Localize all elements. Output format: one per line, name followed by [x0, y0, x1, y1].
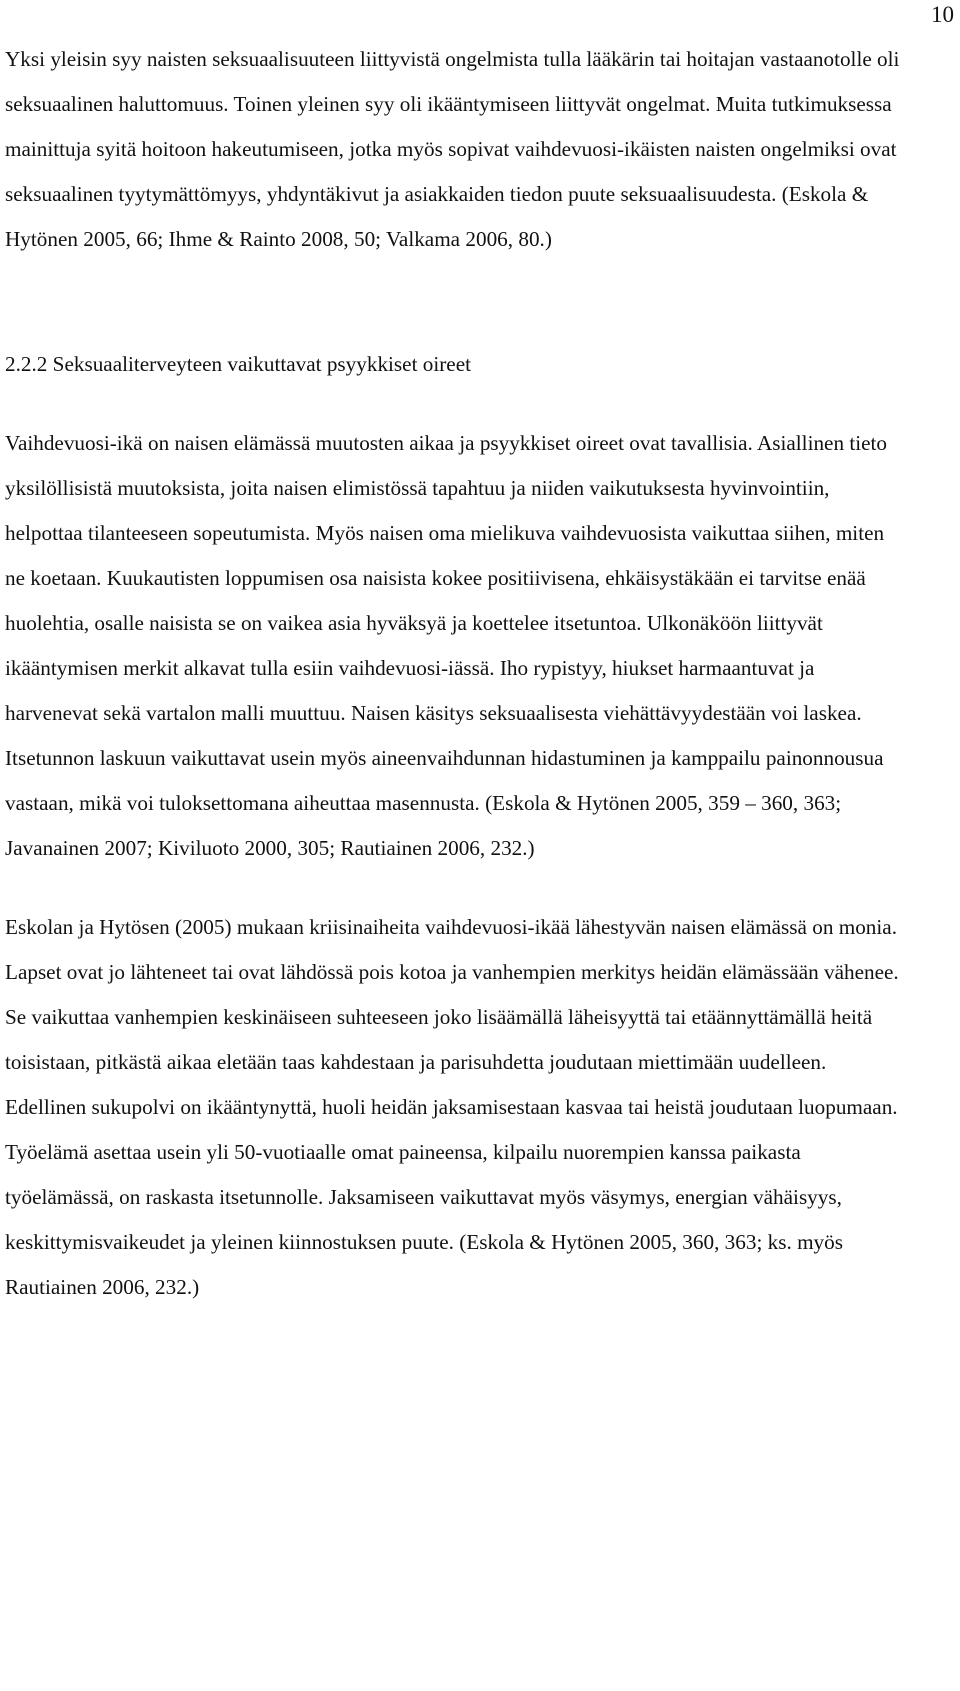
heading-spacer — [5, 387, 905, 421]
paragraph-intro: Yksi yleisin syy naisten seksuaalisuuteen liittyvistä ongelmista tulla lääkärin tai hoitajan vastaanotolle oli seksuaalinen haluttomuus. Toinen yleinen syy oli ikääntymiseen liittyvät ongelmat. Muita tutkimuksessa mainittuja syitä hoitoon hakeutumiseen, jotka myös sopivat vaihdevuosi-ikäisten naisten ongelmiksi ovat seksuaalinen tyytymättömyys, yhdyntäkivut ja asiakkaiden tiedon puute seksuaalisuudesta. (Eskola & Hytönen 2005, 66; Ihme & Rainto 2008, 50; Valkama 2006, 80.) — [5, 47, 900, 251]
document-page — [5, 37, 905, 1310]
section-heading: 2.2.2 Seksuaaliterveyteen vaikuttavat psyykkiset oireet — [5, 352, 471, 376]
page-number: 10 — [931, 2, 954, 27]
paragraph-crises: Eskolan ja Hytösen (2005) mukaan kriisinaiheita vaihdevuosi-ikää lähestyvän naisen elämässä on monia. Lapset ovat jo lähteneet tai ovat lähdössä pois kotoa ja vanhempien merkitys heidän elämässään vähenee. Se vaikuttaa vanhempien keskinäiseen suhteeseen joko lisäämällä läheisyyttä tai etäännyttämällä heitä toisistaan, pitkästä aikaa eletään taas kahdestaan ja parisuhdetta joudutaan miettimään uudelleen. Edellinen sukupolvi on ikääntynyttä, huoli heidän jaksamisestaan kasvaa tai heistä joudutaan luopumaan. Työelämä asettaa usein yli 50-vuotiaalle omat paineensa, kilpailu nuorempien kanssa paikasta työelämässä, on raskasta itsetunnolle. Jaksamiseen vaikuttavat myös väsymys, energian vähäisyys, keskittymisvaikeudet ja yleinen kiinnostuksen puute. (Eskola & Hytönen 2005, 360, 363; ks. myös Rautiainen 2006, 232.) — [5, 915, 899, 1299]
section-spacer — [5, 262, 905, 342]
paragraph-psychological-symptoms: Vaihdevuosi-ikä on naisen elämässä muutosten aikaa ja psyykkiset oireet ovat tavallisia. Asiallinen tieto yksilöllisistä muutoksista, joita naisen elimistössä tapahtuu ja niiden vaikutuksesta hyvinvointiin, helpottaa tilanteeseen sopeutumista. Myös naisen oma mielikuva vaihdevuosista vaikuttaa siihen, miten ne koetaan. Kuukautisten loppumisen osa naisista kokee positiivisena, ehkäisystäkään ei tarvitse enää huolehtia, osalle naisista se on vaikea asia hyväksyä ja koettelee itsetuntoa. Ulkonäköön liittyvät ikääntymisen merkit alkavat tulla esiin vaihdevuosi-iässä. Iho rypistyy, hiukset harmaantuvat ja harvenevat sekä vartalon malli muuttuu. Naisen käsitys seksuaalisesta viehättävyydestään voi laskea. Itsetunnon laskuun vaikuttavat usein myös aineenvaihdunnan hidastuminen ja kamppailu painonnousua vastaan, mikä voi tuloksettomana aiheuttaa masennusta. (Eskola & Hytönen 2005, 359 – 360, 363; Javanainen 2007; Kiviluoto 2000, 305; Rautiainen 2006, 232.) — [5, 431, 887, 860]
paragraph-spacer — [5, 871, 905, 905]
